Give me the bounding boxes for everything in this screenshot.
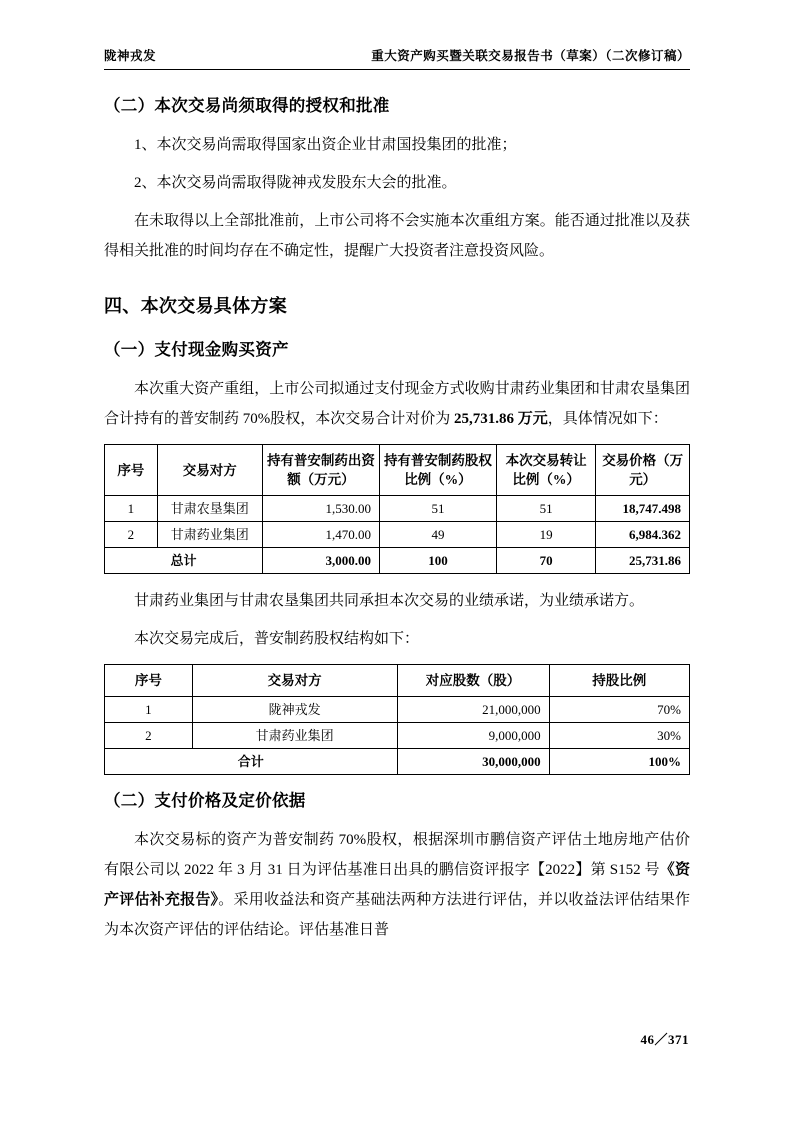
table-total-cell: 30,000,000 [397,749,549,775]
table-cell: 陇神戎发 [192,697,397,723]
table-cell: 51 [496,496,595,522]
header-divider [104,69,690,70]
table-total-cell: 100% [549,749,689,775]
table-total-label: 总计 [105,548,263,574]
page-content [104,46,690,953]
paragraph-valuation [104,825,690,945]
table-row [105,496,690,522]
paragraph-approval-risk: 在未取得以上全部批准前，上市公司将不会实施本次重组方案。能否通过批准以及获得相关批准的时间均存在不确定性，提醒广大投资者注意投资风险。 [104,213,690,259]
paragraph-cash-purchase-intro [104,374,690,434]
header-company-name: 陇神戎发 [104,49,157,63]
section-heading-transaction-plan: 四、本次交易具体方案 [104,296,287,316]
table-total-row [105,548,690,574]
page-header [104,46,690,64]
paragraph-cash-purchase-intro-part3: ，具体情况如下： [547,411,668,427]
table-header-cell: 本次交易转让比例（%） [496,445,595,496]
paragraph-post-transaction-structure: 本次交易完成后，普安制药股权结构如下： [134,631,420,647]
paragraph-approval-item-2: 2、本次交易尚需取得陇神戎发股东大会的批准。 [134,175,457,191]
table-total-row [105,749,690,775]
table-cell: 51 [379,496,496,522]
table-cell: 21,000,000 [397,697,549,723]
table-cell: 9,000,000 [397,723,549,749]
table-total-cell: 25,731.86 [596,548,690,574]
table-total-cell: 100 [379,548,496,574]
header-document-title: 重大资产购买暨关联交易报告书（草案）（二次修订稿） [371,49,690,63]
table-cell: 19 [496,522,595,548]
paragraph-valuation-part1: 本次交易标的资产为普安制药 70%股权，根据深圳市鹏信资产评估土地房地产估价有限公司以 2022 年 3 月 31 日为评估基准日出具的鹏信资评报字【2022】第 S152 号 [104,832,690,878]
table-cell: 30% [549,723,689,749]
paragraph-approval-item-1: 1、本次交易尚需取得国家出资企业甘肃国投集团的批准； [134,137,517,153]
table-cell: 1 [105,697,193,723]
paragraph-performance-commitment: 甘肃药业集团与甘肃农垦集团共同承担本次交易的业绩承诺，为业绩承诺方。 [134,593,645,609]
table-row [105,522,690,548]
table-header-row [105,445,690,496]
table-cell: 49 [379,522,496,548]
table-cell: 甘肃药业集团 [192,723,397,749]
paragraph-valuation-part3: 。采用收益法和资产基础法两种方法进行评估，并以收益法评估结果作为本次资产评估的评估结论。评估基准日普 [104,892,690,938]
table-equity-structure [104,664,690,775]
table-header-cell: 交易对方 [157,445,262,496]
table-cell: 甘肃药业集团 [157,522,262,548]
table-header-row [105,665,690,697]
table-header-cell: 对应股数（股） [397,665,549,697]
table-transaction-counterparties [104,444,690,574]
table-total-cell: 70 [496,548,595,574]
table-row [105,697,690,723]
table-header-cell: 交易价格（万元） [596,445,690,496]
paragraph-cash-purchase-intro-part1: 本次重大资产重组，上市公司拟通过支付现金方式收购甘肃药业集团和甘肃农垦集团合计持有的普安制药 70%股权，本次交易合计对价为 [104,381,690,427]
table-cell: 甘肃农垦集团 [157,496,262,522]
table-header-cell: 交易对方 [192,665,397,697]
table-cell: 18,747.498 [596,496,690,522]
table-cell: 6,984.362 [596,522,690,548]
transaction-total-price: 25,731.86 万元 [454,411,548,427]
section-heading-pricing-basis: （二）支付价格及定价依据 [104,791,306,810]
table-cell: 2 [105,522,158,548]
report-title-reference: 《资产评估补充报告》 [104,862,690,908]
table-cell: 2 [105,723,193,749]
table-cell: 1,470.00 [262,522,379,548]
section-heading-cash-purchase: （一）支付现金购买资产 [104,340,289,359]
table-total-cell: 3,000.00 [262,548,379,574]
section-heading-authorizations: （二）本次交易尚须取得的授权和批准 [104,96,390,115]
table-header-cell: 持股比例 [549,665,689,697]
page-number: 46／371 [640,1032,689,1047]
table-header-cell: 序号 [105,665,193,697]
table-header-cell: 持有普安制药出资额（万元） [262,445,379,496]
table-header-cell: 序号 [105,445,158,496]
table-cell: 1,530.00 [262,496,379,522]
table-row [105,723,690,749]
table-cell: 70% [549,697,689,723]
table-cell: 1 [105,496,158,522]
table-header-cell: 持有普安制药股权比例（%） [379,445,496,496]
table-total-label: 合计 [105,749,398,775]
